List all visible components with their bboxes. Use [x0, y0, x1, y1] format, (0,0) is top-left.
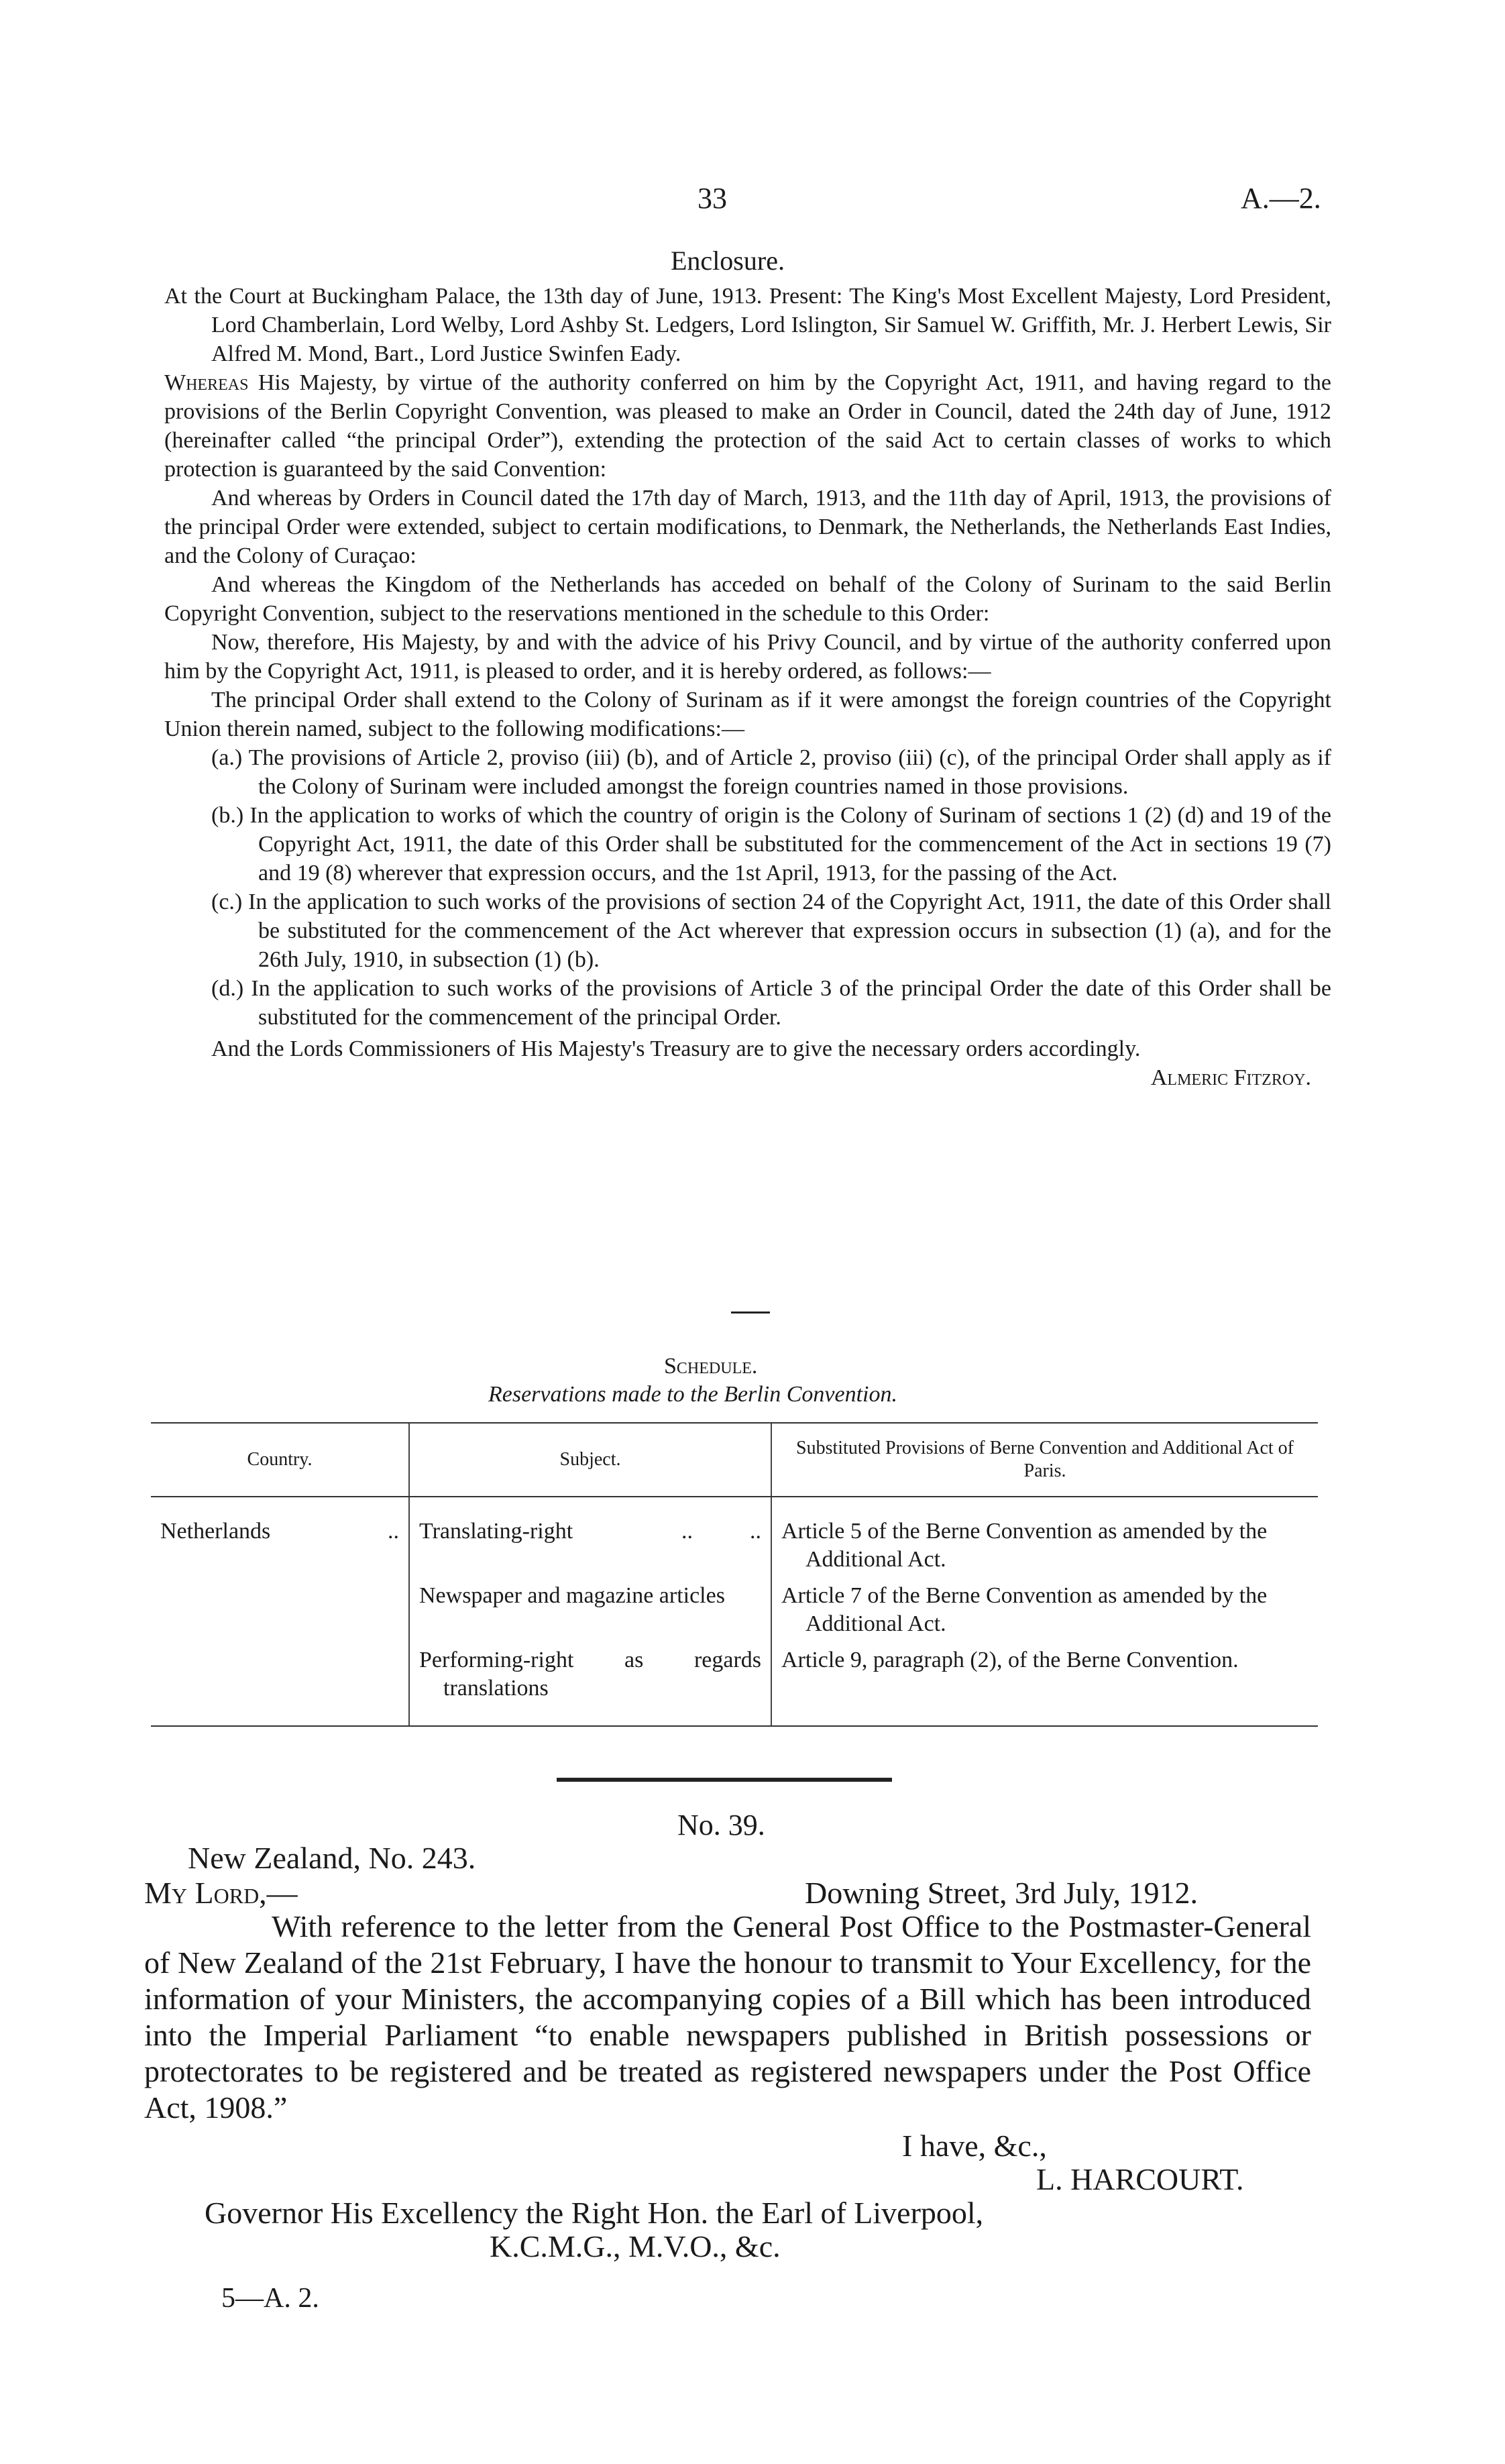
- provision-text: Article 5 of the Berne Convention as amended by the Additional Act.: [781, 1519, 1268, 1572]
- cell-country: [151, 1578, 409, 1642]
- cell-subject: [409, 1642, 771, 1725]
- country-name: Netherlands: [160, 1519, 271, 1544]
- column-header-provisions: Substituted Provisions of Berne Convention and Additional Act of Paris.: [771, 1424, 1318, 1497]
- schedule-title: Schedule.: [664, 1354, 758, 1379]
- clause-c: [164, 888, 1331, 974]
- printer-signature-mark: 5—A. 2.: [221, 2283, 319, 2314]
- principal-order-paragraph: The principal Order shall extend to the Colony of Surinam as if it were amongst the foreign countries of the Copyright Union therein named, subject to the following modifications:—: [164, 688, 1331, 741]
- letter-number: No. 39.: [677, 1809, 765, 1841]
- letter-signature: L. HARCOURT.: [1036, 2162, 1244, 2196]
- document-reference: A.—2.: [1241, 182, 1321, 215]
- cell-provision: [771, 1578, 1318, 1642]
- subject-text: Performing-right as regards translations: [419, 1648, 761, 1701]
- clause-text: The provisions of Article 2, proviso (iii) (b), and of Article 2, proviso (iii) (c), of the principal Order shall apply as if the Colony of Surinam were included amongst the foreign countries named in those provisions.: [248, 745, 1331, 799]
- separator-short: [731, 1311, 770, 1314]
- country-leader: ..: [388, 1519, 399, 1544]
- cell-provision: [771, 1497, 1318, 1578]
- closing-paragraph: And the Lords Commissioners of His Majesty's Treasury are to give the necessary orders accordingly.: [211, 1036, 1141, 1061]
- subject-text: Newspaper and magazine articles: [419, 1583, 725, 1608]
- salutation: My Lord,—: [144, 1876, 298, 1910]
- schedule-table: [151, 1422, 1318, 1727]
- clause-b: [164, 801, 1331, 888]
- table-row: [151, 1642, 1318, 1725]
- table-row: [151, 1578, 1318, 1642]
- subject-leader: .. ..: [681, 1519, 761, 1544]
- letter-reference: New Zealand, No. 243.: [188, 1841, 476, 1875]
- enclosure-title: Enclosure.: [671, 246, 785, 276]
- letter-body: With reference to the letter from the General Post Office to the Postmaster-General of New Zealand of the 21st February, I have the honour to transmit to Your Excellency, for the information of your Ministers, the accompanying copies of a Bill which has been introduced into the Imperial Parliament “to enable newspapers published in British possessions or protectorates to be registered and be treated as registered newspapers under the Post Office Act, 1908.”: [144, 1909, 1311, 2125]
- surinam-paragraph: And whereas the Kingdom of the Netherlands has acceded on behalf of the Colony of Surinam to the said Berlin Copyright Convention, subject to the reservations mentioned in the schedule to this Order:: [164, 572, 1331, 626]
- addressee-line-1: Governor His Excellency the Right Hon. the Earl of Liverpool,: [205, 2196, 984, 2230]
- cell-country: [151, 1642, 409, 1725]
- clause-d: [164, 974, 1331, 1032]
- column-header-subject: Subject.: [409, 1424, 771, 1497]
- schedule-subtitle: Reservations made to the Berlin Convention.: [488, 1382, 897, 1407]
- orders-paragraph: And whereas by Orders in Council dated the 17th day of March, 1913, and the 11th day of April, 1913, the provisions of the principal Order were extended, subject to certain modifications, to Denmark, the Netherlands, the Netherlands East Indies, and the Colony of Curaçao:: [164, 486, 1331, 568]
- clause-label: (c.): [211, 890, 249, 914]
- addressee-line-2: K.C.M.G., M.V.O., &c.: [490, 2229, 781, 2263]
- cell-subject: [409, 1497, 771, 1578]
- clause-text: In the application to such works of the provisions of section 24 of the Copyright Act, 1911, the date of this Order shall be substituted for the commencement of the Act wherever that expression occurs in subsection (1) (a), and for the 26th July, 1910, in subsection (1) (b).: [248, 890, 1331, 972]
- clause-text: In the application to works of which the country of origin is the Colony of Surinam of sections 1 (2) (d) and 19 of the Copyright Act, 1911, the date of this Order shall be substituted for the commencement of the Act in sections 19 (7) and 19 (8) wherever that expression occurs, and the 1st April, 1913, for the passing of the Act.: [249, 803, 1331, 886]
- page-number: 33: [698, 182, 727, 215]
- clause-label: (d.): [211, 976, 252, 1001]
- place-and-date: Downing Street, 3rd July, 1912.: [805, 1876, 1199, 1910]
- clause-label: (b.): [211, 803, 250, 828]
- column-header-country: Country.: [151, 1424, 409, 1497]
- table-row: [151, 1497, 1318, 1578]
- provision-text: Article 7 of the Berne Convention as amended by the Additional Act.: [781, 1583, 1268, 1636]
- provision-text: Article 9, paragraph (2), of the Berne Convention.: [781, 1648, 1239, 1672]
- separator-thick: [557, 1778, 892, 1782]
- clause-a: [164, 743, 1331, 801]
- enclosure-body: [164, 282, 1331, 1092]
- subject-text: Translating-right: [419, 1519, 573, 1544]
- signature: Almeric Fitzroy.: [1150, 1065, 1311, 1090]
- cell-provision: [771, 1642, 1318, 1725]
- whereas-paragraph: [164, 368, 1331, 484]
- table-header-row: [151, 1424, 1318, 1497]
- cell-subject: [409, 1578, 771, 1642]
- cell-country: [151, 1497, 409, 1578]
- court-paragraph: At the Court at Buckingham Palace, the 13th day of June, 1913. Present: The King's Most Excellent Majesty, Lord President, Lord Chamberlain, Lord Welby, Lord Ashby St. Ledgers, Lord Islington, Sir Samuel W. Griffith, Mr. J. Herbert Lewis, Sir Alfred M. Mond, Bart., Lord Justice Swinfen Eady.: [164, 284, 1331, 366]
- signature-line: [164, 1063, 1331, 1092]
- now-therefore-paragraph: Now, therefore, His Majesty, by and with the advice of his Privy Council, and by virtue of the authority conferred upon him by the Copyright Act, 1911, is pleased to order, and it is hereby ordered, as follows:—: [164, 630, 1331, 684]
- whereas-lead: Whereas: [164, 370, 249, 395]
- letter-closing: I have, &c.,: [902, 2129, 1047, 2163]
- clause-text: In the application to such works of the provisions of Article 3 of the principal Order the date of this Order shall be substituted for the commencement of the principal Order.: [251, 976, 1331, 1030]
- clause-label: (a.): [211, 745, 249, 770]
- whereas-text: His Majesty, by virtue of the authority conferred on him by the Copyright Act, 1911, and having regard to the provisions of the Berlin Copyright Convention, was pleased to make an Order in Council, dated the 24th day of June, 1912 (hereinafter called “the principal Order”), extending the protection of the said Act to certain classes of works to which protection is guaranteed by the said Convention:: [164, 370, 1331, 482]
